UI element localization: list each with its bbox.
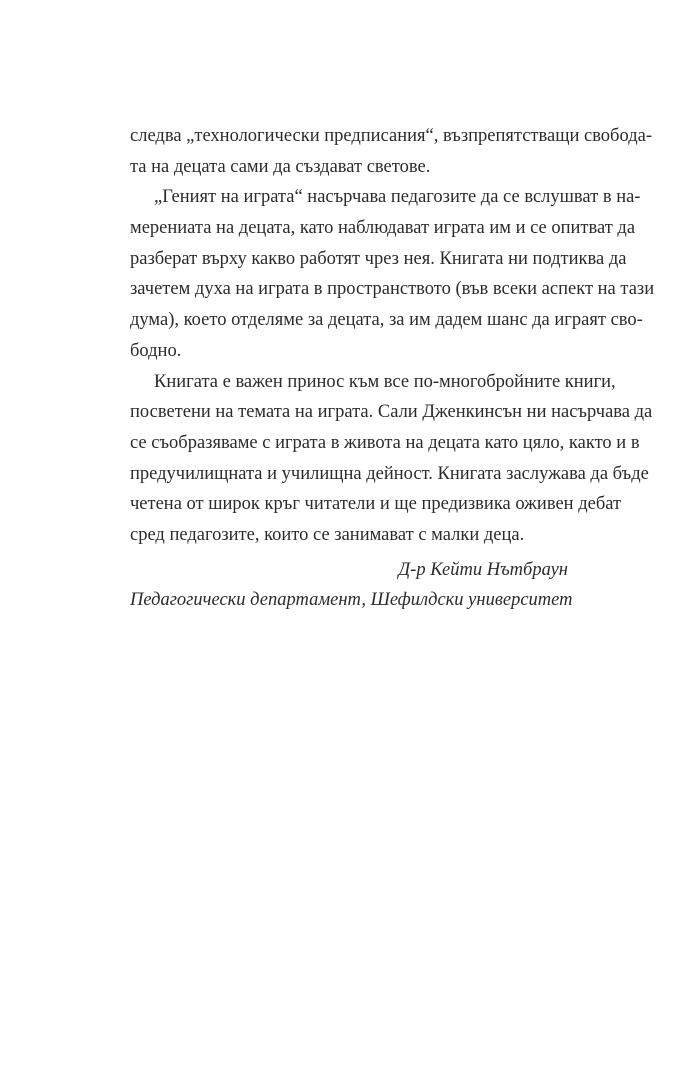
text-line: разберат върху какво работят чрез нея. Книгата ни подтиква да (130, 248, 627, 269)
text-line: се съобразяваме с играта в живота на децата като цяло, както и в (130, 432, 640, 453)
signature-block (130, 555, 573, 616)
text-line: „Геният на играта“ насърчава педагозите да се вслушват в на- (154, 187, 641, 208)
paragraph-genius-of-play (130, 182, 655, 366)
text-line: бодно. (130, 340, 182, 361)
text-line: Книгата е важен принос към все по-многобройните книги, (154, 371, 616, 392)
author-name: Д-р Кейти Нътбраун (398, 559, 568, 580)
text-line: предучилищната и училищна дейност. Книгата заслужава да бъде (130, 463, 649, 484)
text-line: четена от широк кръг читатели и ще предизвика оживен дебат (130, 494, 622, 515)
text-line: сред педагозите, които се занимават с малки деца. (130, 524, 525, 545)
text-line: дума), което отделяме за децата, за им дадем шанс да играят сво- (130, 310, 643, 331)
paragraph-continuation (130, 121, 652, 182)
paragraph-important-contribution (130, 367, 653, 551)
text-line: посветени на темата на играта. Сали Дженкинсън ни насърчава да (130, 402, 653, 423)
text-line: мерениата на децата, като наблюдават играта им и се опитват да (130, 218, 636, 239)
text-line: зачетем духа на играта в пространството (във всеки аспект на тази (130, 279, 655, 300)
author-affiliation: Педагогически департамент, Шефилдски университет (130, 590, 573, 611)
book-page-text (130, 121, 655, 616)
text-line: та на децата сами да създават светове. (130, 156, 431, 177)
text-line: следва „технологически предписания“, възпрепятстващи свобода- (130, 126, 652, 146)
